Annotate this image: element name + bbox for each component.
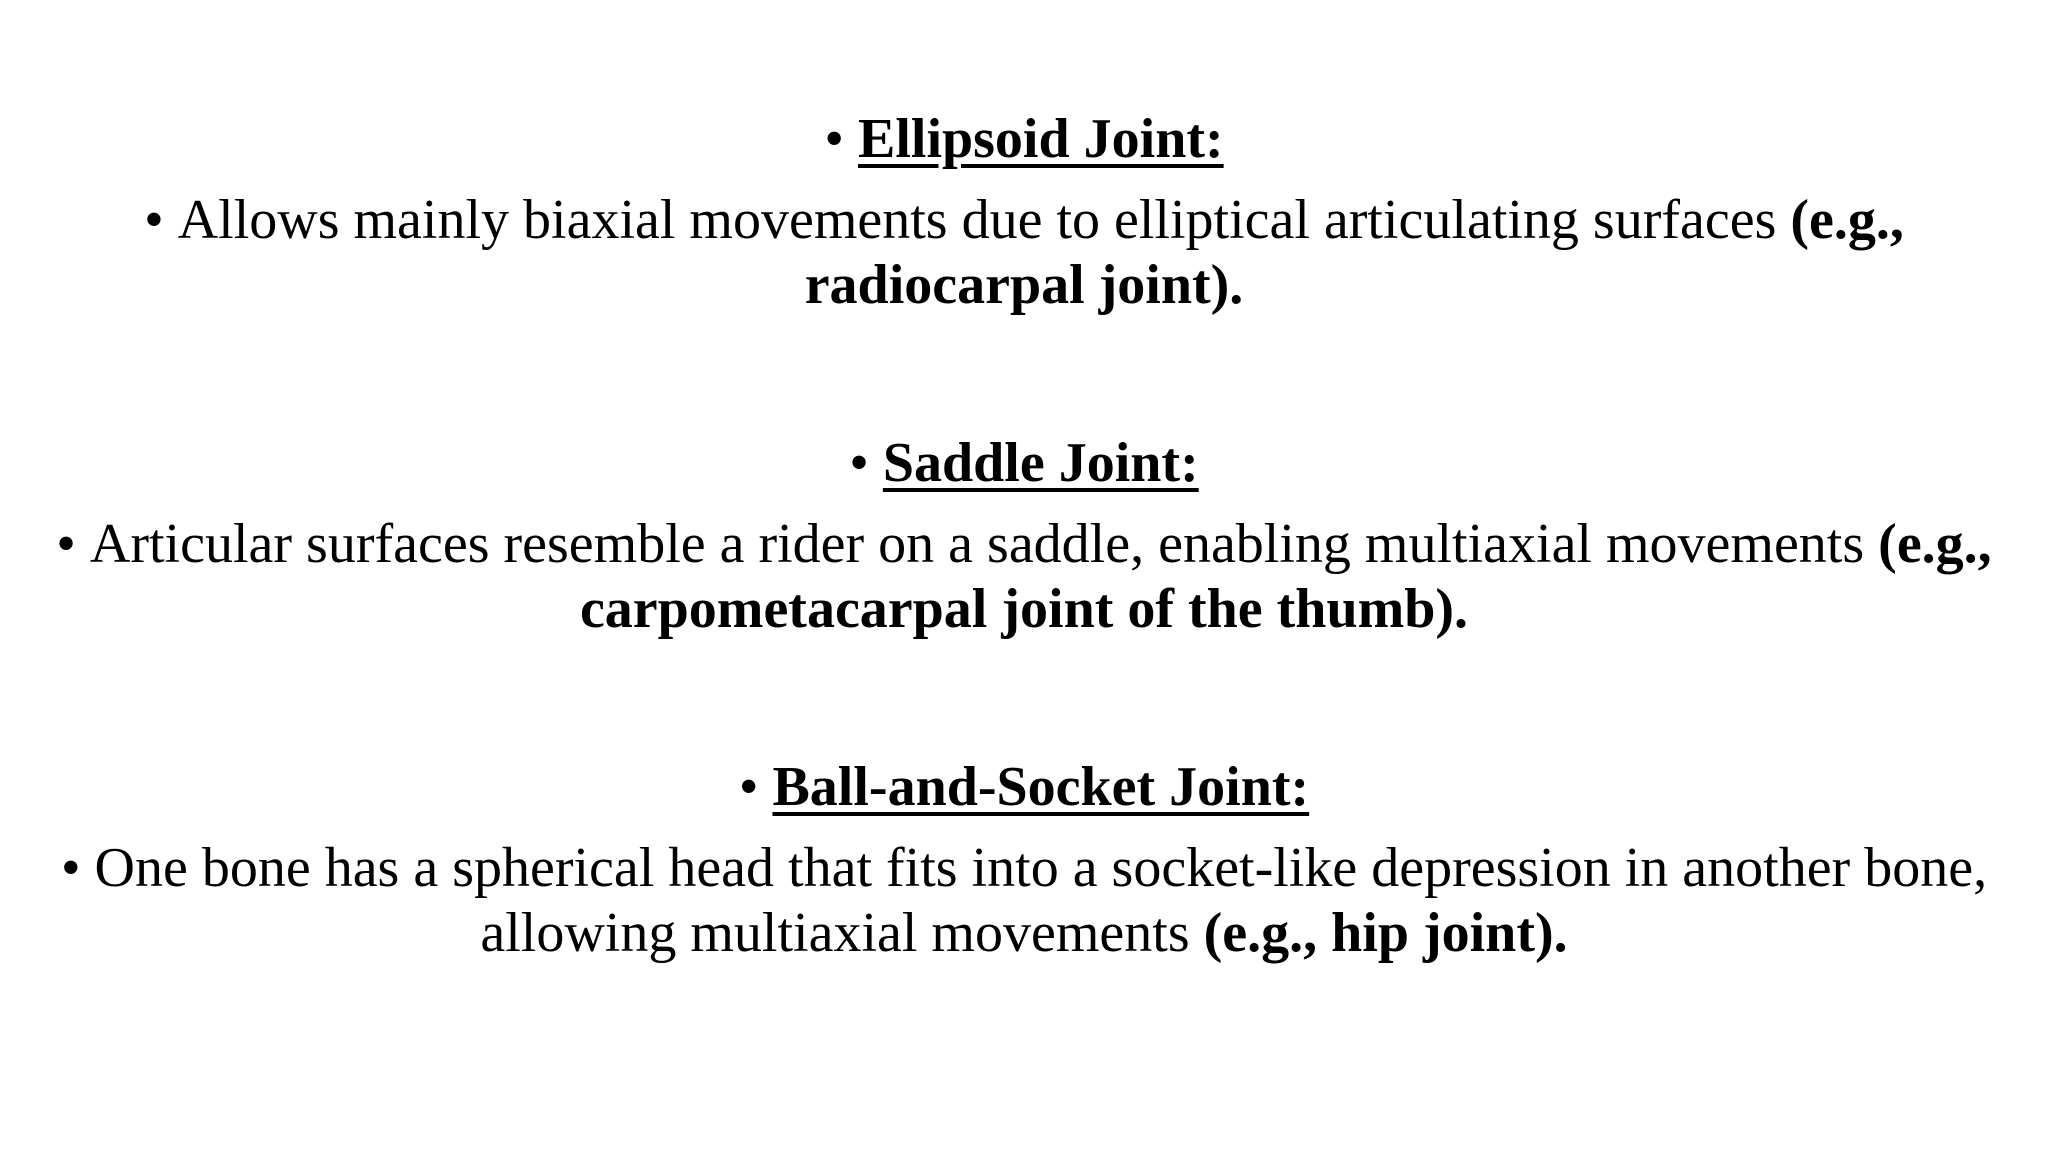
heading-text: Ball-and-Socket Joint: [772,756,1310,818]
ball-and-socket-joint-section [0,754,2048,966]
example-text: (e.g., carpometacarpal joint of the thumb). [579,513,1992,640]
bullet-icon: • [60,837,81,899]
ball-and-socket-joint-heading [0,754,2048,820]
bullet-icon: • [824,108,844,170]
ellipsoid-joint-heading [0,106,2048,172]
ellipsoid-joint-section [0,106,2048,318]
bullet-icon: • [144,189,164,251]
ellipsoid-joint-description [0,188,2048,318]
bullet-icon: • [849,432,869,494]
description-text: Articular surfaces resemble a rider on a saddle, enabling multiaxial movements [89,513,1879,575]
ball-and-socket-joint-description [0,836,2048,966]
heading-text: Ellipsoid Joint: [857,108,1224,170]
description-text: Allows mainly biaxial movements due to elliptical articulating surfaces [177,189,1791,251]
heading-text: Saddle Joint: [882,432,1199,494]
example-text: (e.g., hip joint). [1203,902,1568,964]
description-text: One bone has a spherical head that fits into a socket-like depression in another bone, allowing multiaxial movements [94,837,1988,964]
bullet-icon: • [56,513,76,575]
saddle-joint-section [0,430,2048,642]
bullet-icon: • [738,756,759,818]
saddle-joint-heading [0,430,2048,496]
saddle-joint-description [0,512,2048,642]
example-text: (e.g., radiocarpal joint). [804,189,1904,316]
